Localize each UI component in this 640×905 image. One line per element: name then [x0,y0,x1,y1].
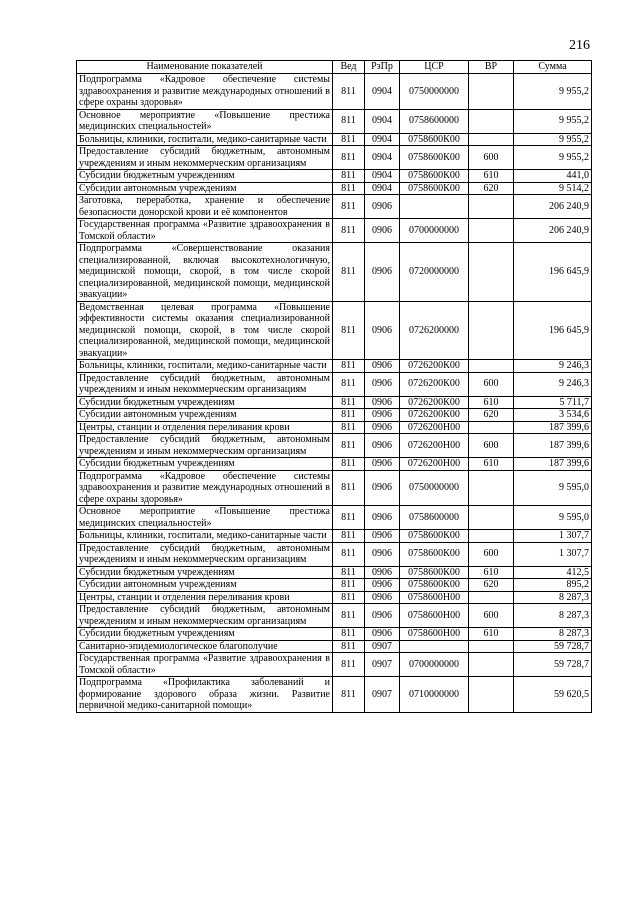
row-name-cell: Субсидии бюджетным учреждениям [77,396,333,409]
table-row [77,74,592,110]
row-csr-cell: 0758600К00 [400,133,469,146]
row-name-cell: Основное мероприятие «Повышение престижа медицинских специальностей» [77,109,333,133]
table-row [77,470,592,506]
row-name-cell: Субсидии бюджетным учреждениям [77,170,333,183]
row-name-cell: Субсидии автономным учреждениям [77,579,333,592]
row-rzpr-cell: 0906 [365,542,400,566]
row-name-cell: Субсидии бюджетным учреждениям [77,458,333,471]
budget-table [76,60,592,713]
row-rzpr-cell: 0906 [365,506,400,530]
row-rzpr-cell: 0906 [365,396,400,409]
row-rzpr-cell: 0904 [365,133,400,146]
row-summa-cell: 895,2 [514,579,592,592]
row-name-cell: Подпрограмма «Кадровое обеспечение системы здравоохранения и развитие международных отношений в сфере охраны здоровья» [77,470,333,506]
row-ved-cell: 811 [333,301,365,360]
row-vr-cell [469,591,514,604]
row-summa-cell: 9 955,2 [514,109,592,133]
header-vr: ВР [469,61,514,74]
row-ved-cell: 811 [333,360,365,373]
row-summa-cell: 196 645,9 [514,301,592,360]
row-csr-cell: 0758600К00 [400,542,469,566]
header-ved: Вед [333,61,365,74]
row-ved-cell: 811 [333,566,365,579]
table-row [77,109,592,133]
row-vr-cell: 610 [469,566,514,579]
table-row [77,628,592,641]
row-rzpr-cell: 0906 [365,628,400,641]
row-vr-cell: 620 [469,182,514,195]
row-csr-cell: 0726200Н00 [400,458,469,471]
row-name-cell: Санитарно-эпидемиологическое благополучие [77,640,333,653]
row-vr-cell: 610 [469,458,514,471]
row-ved-cell: 811 [333,170,365,183]
row-rzpr-cell: 0904 [365,74,400,110]
row-vr-cell [469,506,514,530]
row-ved-cell: 811 [333,506,365,530]
row-summa-cell: 412,5 [514,566,592,579]
row-csr-cell: 0750000000 [400,74,469,110]
row-csr-cell: 0758600К00 [400,530,469,543]
row-rzpr-cell: 0907 [365,640,400,653]
row-csr-cell: 0726200Н00 [400,421,469,434]
header-csr: ЦСР [400,61,469,74]
row-vr-cell [469,109,514,133]
row-vr-cell [469,243,514,302]
row-summa-cell: 8 287,3 [514,591,592,604]
row-name-cell: Больницы, клиники, госпитали, медико-санитарные части [77,530,333,543]
table-row [77,434,592,458]
row-csr-cell: 0710000000 [400,677,469,713]
table-row [77,360,592,373]
row-vr-cell: 610 [469,628,514,641]
table-row [77,506,592,530]
row-rzpr-cell: 0904 [365,109,400,133]
row-vr-cell [469,74,514,110]
row-summa-cell: 3 534,6 [514,409,592,422]
table-row [77,133,592,146]
row-ved-cell: 811 [333,409,365,422]
row-csr-cell: 0758600Н00 [400,591,469,604]
row-vr-cell: 600 [469,146,514,170]
table-row [77,219,592,243]
row-csr-cell: 0758600К00 [400,146,469,170]
row-csr-cell: 0758600Н00 [400,628,469,641]
row-summa-cell: 59 620,5 [514,677,592,713]
row-ved-cell: 811 [333,109,365,133]
row-ved-cell: 811 [333,146,365,170]
row-summa-cell: 9 246,3 [514,360,592,373]
row-ved-cell: 811 [333,530,365,543]
row-rzpr-cell: 0907 [365,677,400,713]
row-name-cell: Больницы, клиники, госпитали, медико-санитарные части [77,133,333,146]
row-summa-cell: 9 955,2 [514,74,592,110]
row-rzpr-cell: 0907 [365,653,400,677]
header-row [77,61,592,74]
row-summa-cell: 187 399,6 [514,421,592,434]
row-vr-cell: 600 [469,434,514,458]
table-row [77,421,592,434]
table-row [77,530,592,543]
row-summa-cell: 9 955,2 [514,146,592,170]
row-rzpr-cell: 0906 [365,421,400,434]
row-csr-cell: 0758600К00 [400,182,469,195]
row-csr-cell: 0726200000 [400,301,469,360]
row-rzpr-cell: 0906 [365,219,400,243]
header-summa: Сумма [514,61,592,74]
table-row [77,372,592,396]
row-ved-cell: 811 [333,219,365,243]
row-ved-cell: 811 [333,396,365,409]
row-ved-cell: 811 [333,677,365,713]
row-ved-cell: 811 [333,640,365,653]
row-vr-cell [469,677,514,713]
row-summa-cell: 9 595,0 [514,506,592,530]
row-ved-cell: 811 [333,579,365,592]
row-name-cell: Заготовка, переработка, хранение и обеспечение безопасности донорской крови и её компонентов [77,195,333,219]
row-name-cell: Субсидии бюджетным учреждениям [77,566,333,579]
row-ved-cell: 811 [333,372,365,396]
row-csr-cell: 0726200К00 [400,372,469,396]
header-rzpr: РзПр [365,61,400,74]
row-rzpr-cell: 0906 [365,566,400,579]
row-summa-cell: 206 240,9 [514,219,592,243]
row-name-cell: Подпрограмма «Профилактика заболеваний и формирование здорового образа жизни. Развитие первичной медико-санитарной помощи» [77,677,333,713]
row-csr-cell: 0726200К00 [400,360,469,373]
row-vr-cell: 600 [469,542,514,566]
row-ved-cell: 811 [333,133,365,146]
row-csr-cell: 0726200Н00 [400,434,469,458]
row-rzpr-cell: 0906 [365,530,400,543]
table-row [77,146,592,170]
row-summa-cell: 9 246,3 [514,372,592,396]
row-csr-cell: 0726200К00 [400,409,469,422]
table-header [77,61,592,74]
row-csr-cell: 0726200К00 [400,396,469,409]
row-vr-cell [469,421,514,434]
row-csr-cell: 0758600К00 [400,566,469,579]
table-row [77,458,592,471]
row-vr-cell [469,653,514,677]
row-ved-cell: 811 [333,628,365,641]
row-rzpr-cell: 0906 [365,243,400,302]
page-number: 216 [569,38,590,53]
row-csr-cell: 0758600К00 [400,170,469,183]
row-name-cell: Основное мероприятие «Повышение престижа медицинских специальностей» [77,506,333,530]
row-ved-cell: 811 [333,591,365,604]
row-summa-cell: 59 728,7 [514,653,592,677]
row-csr-cell: 0700000000 [400,219,469,243]
row-csr-cell: 0758600К00 [400,579,469,592]
table-row [77,542,592,566]
row-ved-cell: 811 [333,195,365,219]
row-name-cell: Субсидии автономным учреждениям [77,409,333,422]
row-csr-cell: 0750000000 [400,470,469,506]
row-rzpr-cell: 0906 [365,434,400,458]
row-rzpr-cell: 0904 [365,146,400,170]
row-name-cell: Предоставление субсидий бюджетным, автономным учреждениям и иным некоммерческим организациям [77,372,333,396]
row-ved-cell: 811 [333,470,365,506]
row-vr-cell [469,195,514,219]
row-csr-cell [400,195,469,219]
row-name-cell: Субсидии бюджетным учреждениям [77,628,333,641]
row-summa-cell: 441,0 [514,170,592,183]
row-csr-cell: 0720000000 [400,243,469,302]
table-row [77,170,592,183]
table-row [77,243,592,302]
table-row [77,195,592,219]
table-row [77,640,592,653]
row-csr-cell: 0758600000 [400,109,469,133]
row-name-cell: Предоставление субсидий бюджетным, автономным учреждениям и иным некоммерческим организациям [77,434,333,458]
row-name-cell: Центры, станции и отделения переливания крови [77,421,333,434]
row-vr-cell: 600 [469,372,514,396]
row-summa-cell: 1 307,7 [514,542,592,566]
row-rzpr-cell: 0906 [365,409,400,422]
row-summa-cell: 206 240,9 [514,195,592,219]
row-rzpr-cell: 0906 [365,579,400,592]
table-row [77,182,592,195]
row-ved-cell: 811 [333,653,365,677]
table-row [77,579,592,592]
header-name: Наименование показателей [77,61,333,74]
row-ved-cell: 811 [333,542,365,566]
row-name-cell: Предоставление субсидий бюджетным, автономным учреждениям и иным некоммерческим организациям [77,146,333,170]
row-summa-cell: 8 287,3 [514,604,592,628]
row-vr-cell [469,133,514,146]
row-csr-cell [400,640,469,653]
row-name-cell: Субсидии автономным учреждениям [77,182,333,195]
table-row [77,677,592,713]
row-csr-cell: 0700000000 [400,653,469,677]
row-rzpr-cell: 0904 [365,170,400,183]
row-ved-cell: 811 [333,458,365,471]
row-summa-cell: 9 595,0 [514,470,592,506]
row-summa-cell: 8 287,3 [514,628,592,641]
row-rzpr-cell: 0904 [365,182,400,195]
row-ved-cell: 811 [333,243,365,302]
table-row [77,301,592,360]
row-vr-cell: 600 [469,604,514,628]
row-rzpr-cell: 0906 [365,458,400,471]
row-rzpr-cell: 0906 [365,591,400,604]
table-row [77,591,592,604]
row-summa-cell: 1 307,7 [514,530,592,543]
row-summa-cell: 9 514,2 [514,182,592,195]
table-body [77,74,592,713]
table-row [77,604,592,628]
row-name-cell: Больницы, клиники, госпитали, медико-санитарные части [77,360,333,373]
row-rzpr-cell: 0906 [365,360,400,373]
row-ved-cell: 811 [333,421,365,434]
row-vr-cell [469,530,514,543]
row-ved-cell: 811 [333,182,365,195]
row-vr-cell: 610 [469,396,514,409]
row-vr-cell: 620 [469,409,514,422]
row-name-cell: Предоставление субсидий бюджетным, автономным учреждениям и иным некоммерческим организациям [77,542,333,566]
table-row [77,409,592,422]
row-name-cell: Предоставление субсидий бюджетным, автономным учреждениям и иным некоммерческим организациям [77,604,333,628]
row-vr-cell [469,640,514,653]
row-rzpr-cell: 0906 [365,195,400,219]
row-vr-cell: 620 [469,579,514,592]
row-ved-cell: 811 [333,604,365,628]
row-name-cell: Центры, станции и отделения переливания крови [77,591,333,604]
row-ved-cell: 811 [333,74,365,110]
row-csr-cell: 0758600Н00 [400,604,469,628]
row-summa-cell: 59 728,7 [514,640,592,653]
row-name-cell: Государственная программа «Развитие здравоохранения в Томской области» [77,219,333,243]
row-vr-cell [469,301,514,360]
row-vr-cell [469,219,514,243]
row-rzpr-cell: 0906 [365,470,400,506]
row-summa-cell: 196 645,9 [514,243,592,302]
row-name-cell: Подпрограмма «Совершенствование оказания специализированной, включая высокотехнологичную, медицинской помощи, скорой, в том числе скорой специализированной, медицинской помощи, медицинской эвакуации» [77,243,333,302]
row-summa-cell: 9 955,2 [514,133,592,146]
row-summa-cell: 187 399,6 [514,434,592,458]
table-row [77,566,592,579]
row-rzpr-cell: 0906 [365,372,400,396]
row-name-cell: Государственная программа «Развитие здравоохранения в Томской области» [77,653,333,677]
table-row [77,653,592,677]
row-vr-cell: 610 [469,170,514,183]
row-summa-cell: 187 399,6 [514,458,592,471]
row-csr-cell: 0758600000 [400,506,469,530]
row-name-cell: Ведомственная целевая программа «Повышение эффективности системы оказания специализированной медицинской помощи, скорой, в том числе скорой специализированной, медицинской помощи, медицинской эвакуации» [77,301,333,360]
row-vr-cell [469,470,514,506]
table-row [77,396,592,409]
row-rzpr-cell: 0906 [365,301,400,360]
row-vr-cell [469,360,514,373]
row-summa-cell: 5 711,7 [514,396,592,409]
row-rzpr-cell: 0906 [365,604,400,628]
row-ved-cell: 811 [333,434,365,458]
row-name-cell: Подпрограмма «Кадровое обеспечение системы здравоохранения и развитие международных отношений в сфере охраны здоровья» [77,74,333,110]
